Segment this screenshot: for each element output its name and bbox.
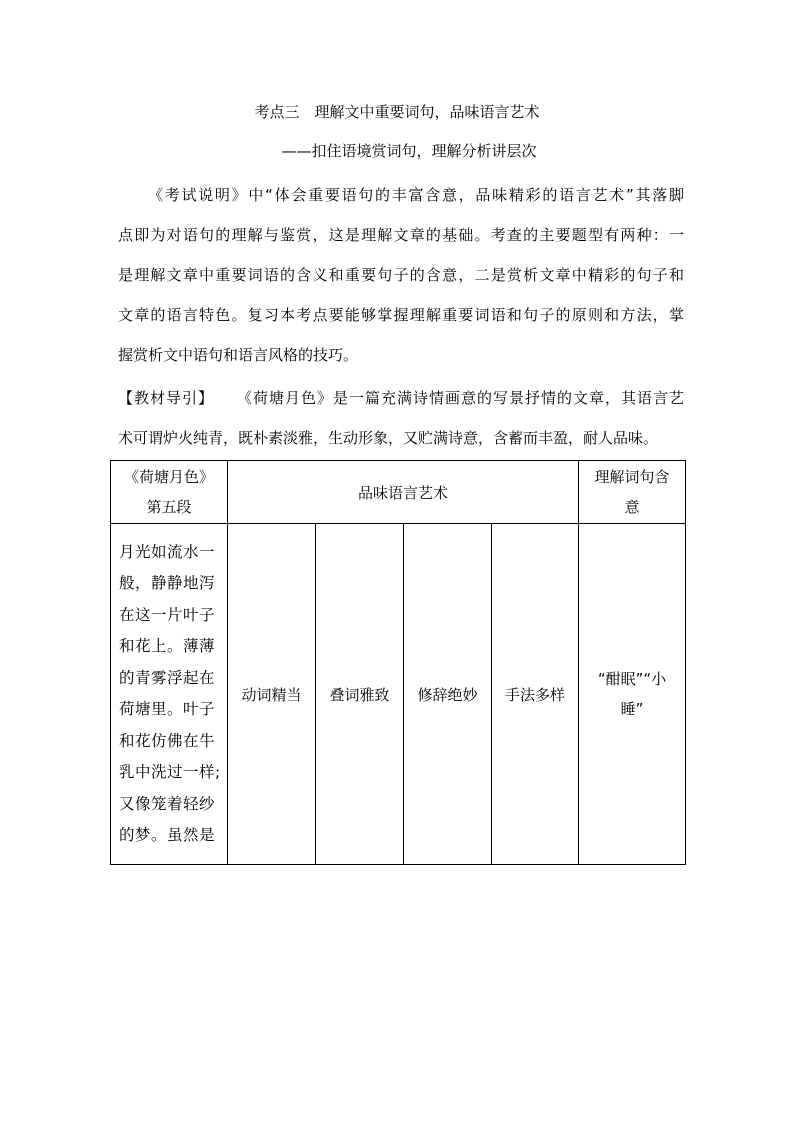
section-title: 考点三 理解文中重要词句，品味语言艺术: [254, 103, 540, 121]
section-subtitle: ——扣住语境赏词句，理解分析讲层次: [281, 142, 537, 160]
table-header-row: [111, 461, 686, 524]
textbook-guide-paragraph: [118, 378, 684, 458]
header-source-line: 《荷塘月色》: [123, 468, 214, 486]
excerpt-line: 般，静静地泻: [119, 574, 216, 592]
intro-line: 文章的语言特色。复习本考点要能够掌握理解重要词语和句子的原则和方法，掌: [118, 306, 684, 324]
excerpt-line: 又像笼着轻纱: [119, 794, 216, 813]
guide-label: 【教材导引】: [118, 389, 214, 407]
meaning-cell: [579, 524, 686, 865]
meaning-line: 睡”: [620, 700, 644, 718]
guide-line: 术可谓炉火纯青，既朴素淡雅，生动形象，又贮满诗意，含蓄而丰盈，耐人品味。: [118, 429, 659, 447]
excerpt-line: 荷塘里。叶子: [119, 700, 216, 718]
table-row: [111, 524, 686, 865]
excerpt-line: 和花上。薄薄: [119, 637, 216, 655]
header-meaning-line: 理解词句含: [594, 468, 670, 486]
excerpt-cell: [111, 524, 228, 865]
header-meaning-cell: [579, 461, 686, 524]
excerpt-line: 乳中洗过一样;: [119, 763, 221, 781]
excerpt-line: 在这一片叶子: [119, 605, 216, 624]
intro-line: 《考试说明》中“体会重要语句的丰富含意，品味精彩的语言艺术”其落脚: [148, 186, 684, 204]
meaning-line: “酣眠”“小: [597, 670, 667, 688]
intro-line: 是理解文章中重要词语的含义和重要句子的含意，二是赏析文章中精彩的句子和: [118, 266, 684, 284]
excerpt-line: 的梦。虽然是: [119, 826, 216, 844]
excerpt-line: 的青雾浮起在: [119, 668, 216, 687]
header-source-line: 第五段: [146, 498, 192, 516]
header-meaning-line: 意: [624, 498, 640, 516]
intro-line: 点即为对语句的理解与鉴赏，这是理解文章的基础。考查的主要题型有两种：一: [118, 226, 684, 244]
excerpt-line: 和花仿佛在牛: [119, 731, 216, 750]
header-source-cell: [111, 461, 228, 524]
art-item-cell: 动词精当: [228, 524, 316, 865]
header-art-cell: 品味语言艺术: [228, 461, 579, 524]
guide-line: [118, 378, 684, 418]
intro-line: 握赏析文中语句和语言风格的技巧。: [118, 346, 359, 364]
art-item-cell: 叠词雅致: [316, 524, 404, 865]
intro-paragraph: [118, 175, 684, 375]
art-item-cell: 手法多样: [492, 524, 579, 865]
art-item-cell: 修辞绝妙: [404, 524, 492, 865]
excerpt-line: 月光如流水一: [119, 542, 216, 561]
analysis-table: [110, 460, 686, 865]
guide-text: 《荷塘月色》是一篇充满诗情画意的写景抒情的文章，其语言艺: [236, 389, 684, 407]
